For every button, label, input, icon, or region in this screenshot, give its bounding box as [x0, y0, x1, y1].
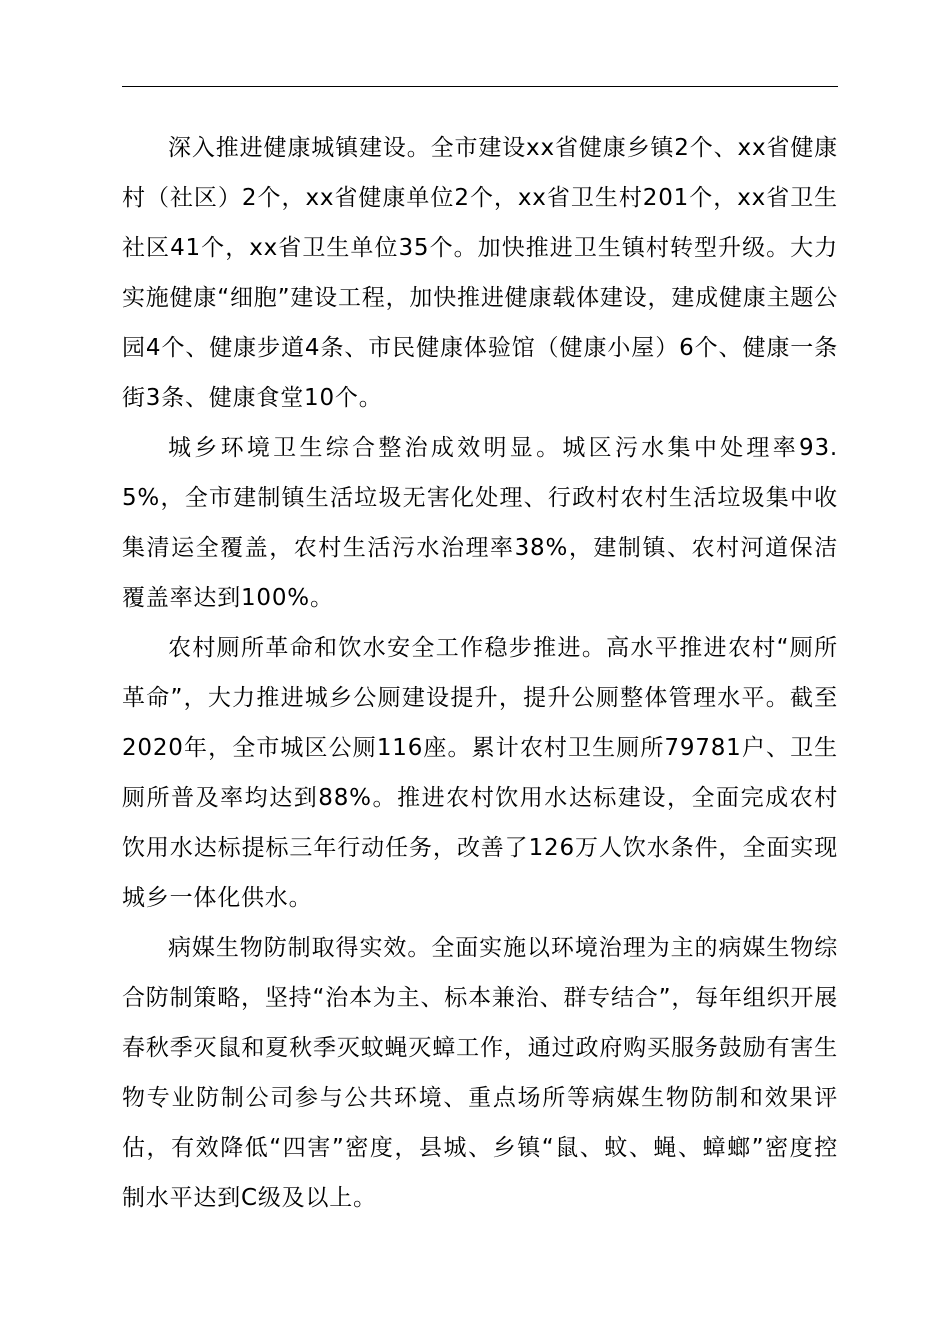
paragraph-healthy-towns: 深入推进健康城镇建设。全市建设xx省健康乡镇2个、xx省健康村（社区）2个，xx省健康单位2个，xx省卫生村201个，xx省卫生社区41个，xx省卫生单位35个。加快推进卫生镇村转型升级。大力实施健康“细胞”建设工程，加快推进健康载体建设，建成健康主题公园4个、健康步道4条、市民健康体验馆（健康小屋）6个、健康一条街3条、健康食堂10个。 [122, 135, 838, 411]
paragraph-vector-control: 病媒生物防制取得实效。全面实施以环境治理为主的病媒生物综合防制策略，坚持“治本为主、标本兼治、群专结合”，每年组织开展春秋季灭鼠和夏秋季灭蚊蝇灭蟑工作，通过政府购买服务鼓励有害生物专业防制公司参与公共环境、重点场所等病媒生物防制和效果评估，有效降低“四害”密度，县城、乡镇“鼠、蚊、蝇、蟑螂”密度控制水平达到C级及以上。 [122, 935, 838, 1211]
document-body [122, 123, 838, 1223]
paragraph-toilet-revolution-water-safety: 农村厕所革命和饮水安全工作稳步推进。高水平推进农村“厕所革命”，大力推进城乡公厕建设提升，提升公厕整体管理水平。截至2020年，全市城区公厕116座。累计农村卫生厕所79781户、卫生厕所普及率均达到88%。推进农村饮用水达标建设，全面完成农村饮用水达标提标三年行动任务，改善了126万人饮水条件，全面实现城乡一体化供水。 [122, 635, 838, 911]
header-rule [122, 86, 838, 87]
paragraph-environmental-sanitation: 城乡环境卫生综合整治成效明显。城区污水集中处理率93.5%，全市建制镇生活垃圾无害化处理、行政村农村生活垃圾集中收集清运全覆盖，农村生活污水治理率38%，建制镇、农村河道保洁覆盖率达到100%。 [122, 435, 838, 611]
